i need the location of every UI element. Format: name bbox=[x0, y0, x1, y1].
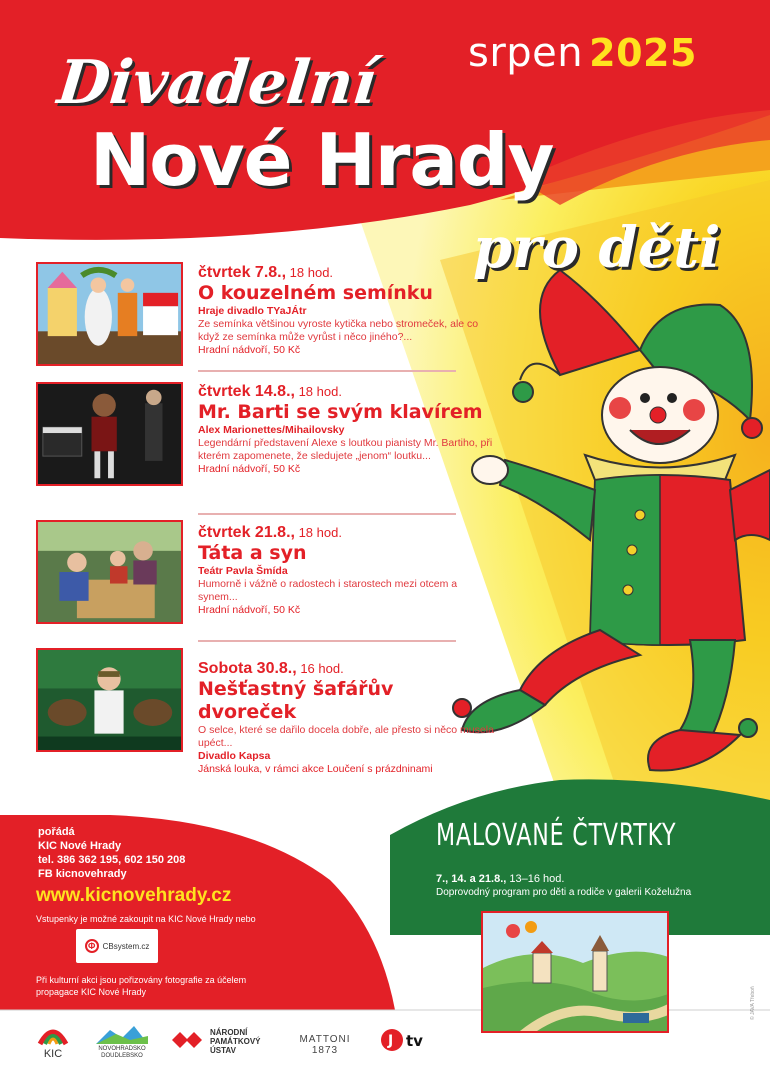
event-4-photo bbox=[36, 648, 183, 752]
novohradsko-logo: NOVOHRADSKO DOUDLEBSKO bbox=[96, 1024, 148, 1060]
npu-logo: NÁRODNÍ PAMÁTKOVÝ ÚSTAV bbox=[172, 1028, 272, 1055]
malovane-ctvrtky-desc: Doprovodný program pro děti a rodiče v galerii Koželužna bbox=[436, 887, 692, 898]
malovane-ctvrtky-title: MALOVANÉ ČTVRTKY bbox=[436, 818, 677, 853]
malovane-ctvrtky-dates: 7., 14. a 21.8., 13–16 hod. bbox=[436, 873, 565, 885]
title-line-1: Divadelní bbox=[54, 48, 380, 118]
event-2-photo bbox=[36, 382, 183, 486]
title-line-3: pro děti bbox=[473, 215, 721, 281]
illustration-credit: © JAVA Třeboň bbox=[750, 986, 756, 1020]
event-3-title: Táta a syn bbox=[198, 542, 307, 564]
event-divider bbox=[198, 640, 456, 642]
event-1-title: O kouzelném semínku bbox=[198, 282, 433, 304]
website-link[interactable]: www.kicnovehrady.cz bbox=[36, 885, 232, 906]
event-4: Sobota 30.8., 16 hod. Nešťastný šafářův dvoreček O selce, které se dařilo docela dobře, ale přesto si něco musela upéct... Divadlo Kapsa Jánská louka, v rámci akce Loučení s prázdninami bbox=[198, 660, 498, 776]
organizer-info: pořádá KIC Nové Hrady tel. 386 362 195, 602 150 208 FB kicnovehrady bbox=[38, 826, 186, 880]
event-2-title: Mr. Barti se svým klavírem bbox=[198, 401, 483, 423]
event-4-title: Nešťastný šafářův dvoreček bbox=[198, 678, 394, 723]
kic-logo: KIC bbox=[36, 1024, 70, 1060]
event-divider bbox=[198, 370, 456, 372]
mattoni-logo: MATTONI 1873 bbox=[299, 1034, 351, 1056]
cbsystem-logo[interactable]: Φ CBsystem.cz bbox=[76, 929, 158, 963]
month-year: srpen 2025 bbox=[468, 30, 697, 76]
svg-text:tv: tv bbox=[406, 1032, 423, 1050]
jtv-logo bbox=[380, 1026, 430, 1056]
event-1: čtvrtek 7.8., 18 hod. O kouzelném semínku Hraje divadlo TYaJÁtr Ze semínka většinou vyroste kytička nebo stromeček, ale co když ze semínka může vyrůst i něco jiného?... Hradní nádvoří, 50 Kč bbox=[198, 264, 498, 357]
title-line-2: Nové Hrady bbox=[90, 118, 554, 202]
svg-text:J: J bbox=[388, 1033, 394, 1049]
cbsystem-icon: Φ bbox=[85, 939, 99, 953]
partner-logos bbox=[0, 1010, 770, 1080]
tickets-note: Vstupenky je možné zakoupit na KIC Nové Hrady nebo bbox=[36, 914, 256, 924]
event-1-photo bbox=[36, 262, 183, 366]
event-2: čtvrtek 14.8., 18 hod. Mr. Barti se svým klavírem Alex Marionettes/Mihailovsky Legendární představení Alexe s loutkou pianisty Mr. Bartiho, při kterém zapomenete, že sledujete „jenom“ loutku... Hradní nádvoří, 50 Kč bbox=[198, 383, 498, 476]
event-3: čtvrtek 21.8., 18 hod. Táta a syn Teátr Pavla Šmída Humorně i vážně o radostech i starostech mezi otcem a synem... Hradní nádvoří, 50 Kč bbox=[198, 524, 498, 617]
event-3-photo bbox=[36, 520, 183, 624]
event-divider bbox=[198, 513, 456, 515]
photo-notice: Při kulturní akci jsou pořizovány fotografie za účelem propagace KIC Nové Hrady bbox=[36, 975, 247, 997]
